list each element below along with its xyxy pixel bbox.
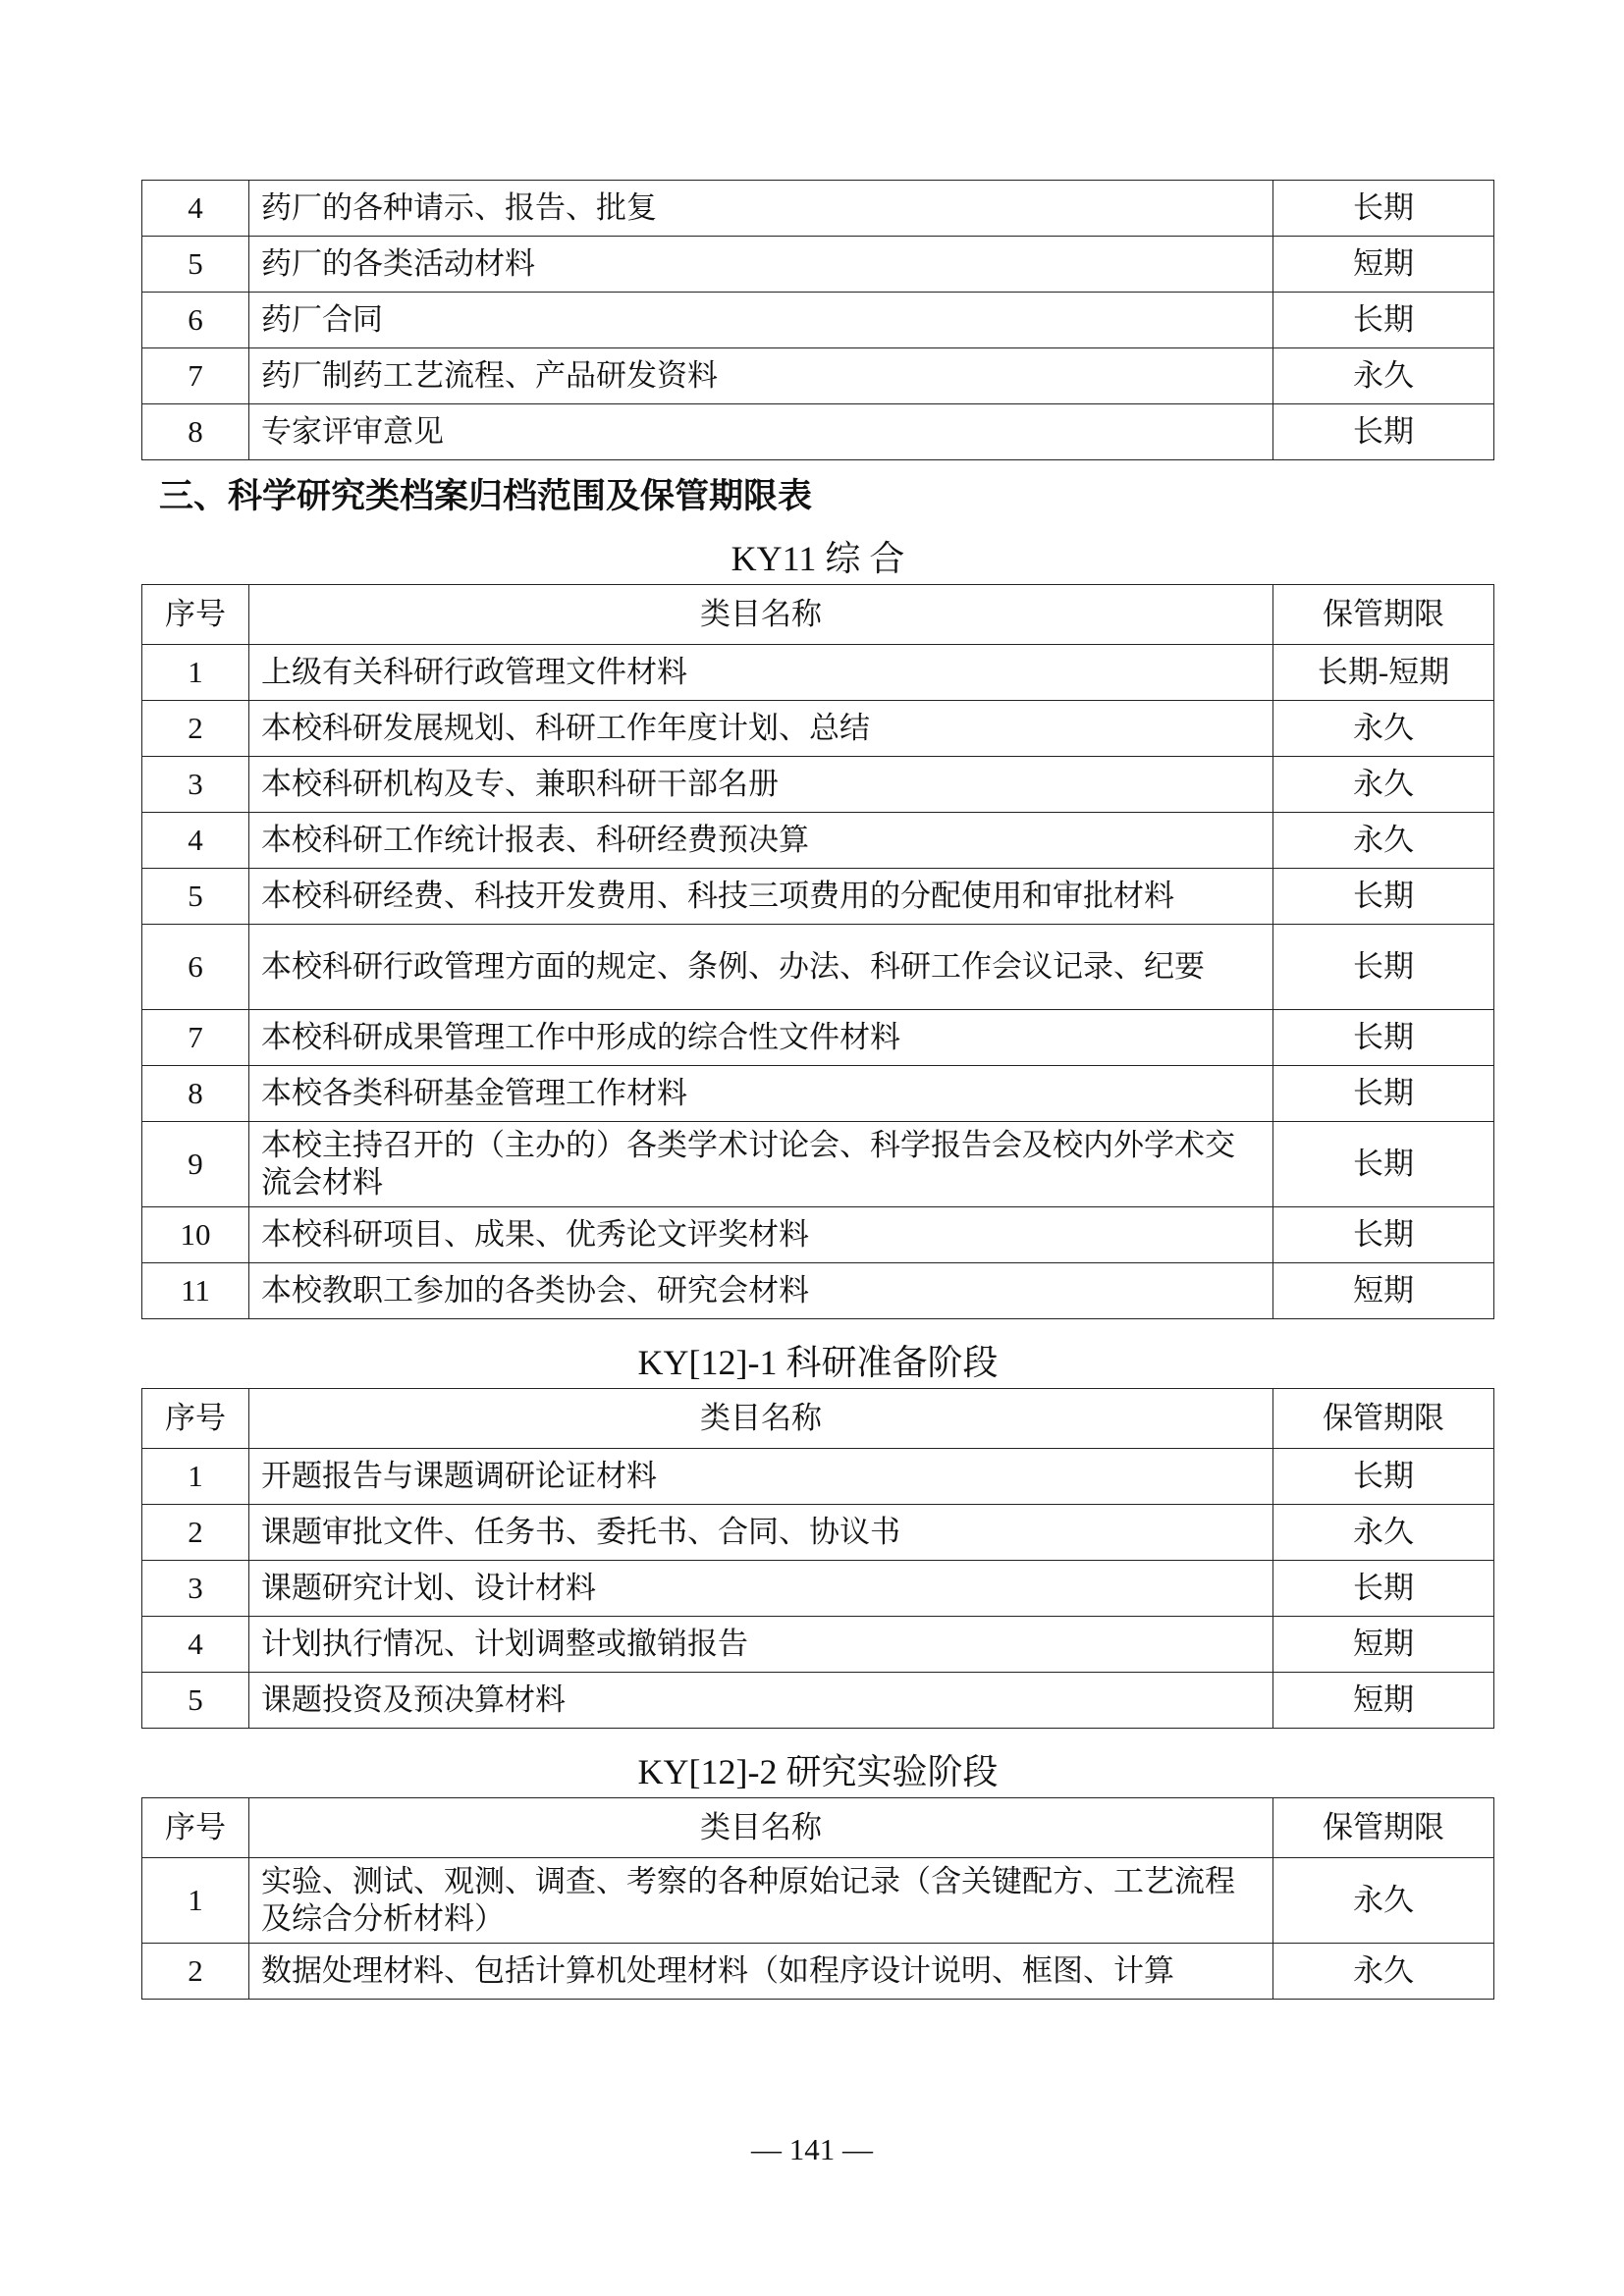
page-number: — 141 —: [751, 2132, 873, 2166]
table-row: [142, 645, 1494, 701]
row-number: 2: [142, 1505, 249, 1561]
table-row: [142, 1066, 1494, 1122]
table-row: [142, 348, 1494, 404]
retention-period: 短期: [1273, 1263, 1494, 1319]
table-header-row: [142, 1798, 1494, 1858]
category-name: 数据处理材料、包括计算机处理材料（如程序设计说明、框图、计算: [249, 1944, 1273, 2000]
category-name: 课题投资及预决算材料: [249, 1673, 1273, 1729]
category-name: 计划执行情况、计划调整或撤销报告: [249, 1617, 1273, 1673]
category-name: 课题审批文件、任务书、委托书、合同、协议书: [249, 1505, 1273, 1561]
retention-period: 长期: [1273, 181, 1494, 237]
retention-period: 长期: [1273, 925, 1494, 1010]
table-title: KY[12]-2 研究实验阶段: [637, 1752, 999, 1791]
retention-period: 长期: [1273, 1010, 1494, 1066]
header-number: 序号: [142, 1389, 249, 1449]
row-number: 5: [142, 869, 249, 925]
row-number: 4: [142, 1617, 249, 1673]
row-number: 1: [142, 1858, 249, 1944]
retention-table: [141, 1797, 1494, 2000]
table-row: [142, 813, 1494, 869]
retention-period: 长期: [1273, 293, 1494, 348]
category-name: 本校科研行政管理方面的规定、条例、办法、科研工作会议记录、纪要: [249, 925, 1273, 1010]
table-header-row: [142, 1389, 1494, 1449]
category-name: 药厂合同: [249, 293, 1273, 348]
category-name: 本校科研工作统计报表、科研经费预决算: [249, 813, 1273, 869]
table-row: [142, 1207, 1494, 1263]
row-number: 8: [142, 404, 249, 460]
table-row: [142, 869, 1494, 925]
document-page: [141, 0, 1494, 2000]
table-row: [142, 1617, 1494, 1673]
header-period: 保管期限: [1273, 1798, 1494, 1858]
table-title: KY11 综 合: [731, 539, 905, 578]
row-number: 9: [142, 1122, 249, 1207]
row-number: 7: [142, 1010, 249, 1066]
retention-period: 永久: [1273, 1505, 1494, 1561]
table-row: [142, 757, 1494, 813]
retention-table: [141, 1388, 1494, 1729]
continuation-table: [141, 180, 1494, 460]
retention-period: 短期: [1273, 1673, 1494, 1729]
header-period: 保管期限: [1273, 1389, 1494, 1449]
row-number: 11: [142, 1263, 249, 1319]
category-name: 开题报告与课题调研论证材料: [249, 1449, 1273, 1505]
retention-period: 短期: [1273, 1617, 1494, 1673]
row-number: 7: [142, 348, 249, 404]
row-number: 3: [142, 1561, 249, 1617]
category-name: 本校科研经费、科技开发费用、科技三项费用的分配使用和审批材料: [249, 869, 1273, 925]
row-number: 6: [142, 925, 249, 1010]
category-name: 药厂的各类活动材料: [249, 237, 1273, 293]
row-number: 8: [142, 1066, 249, 1122]
category-name: 本校科研成果管理工作中形成的综合性文件材料: [249, 1010, 1273, 1066]
row-number: 2: [142, 701, 249, 757]
table-row: [142, 1505, 1494, 1561]
header-period: 保管期限: [1273, 585, 1494, 645]
header-name: 类目名称: [249, 1389, 1273, 1449]
row-number: 3: [142, 757, 249, 813]
table-row: [142, 701, 1494, 757]
category-name: 本校教职工参加的各类协会、研究会材料: [249, 1263, 1273, 1319]
header-name: 类目名称: [249, 585, 1273, 645]
table-row: [142, 181, 1494, 237]
table-row: [142, 1449, 1494, 1505]
retention-period: 永久: [1273, 1944, 1494, 2000]
row-number: 5: [142, 1673, 249, 1729]
retention-period: 长期: [1273, 1066, 1494, 1122]
table-row: [142, 1122, 1494, 1207]
table-row: [142, 1673, 1494, 1729]
row-number: 5: [142, 237, 249, 293]
category-name: 药厂的各种请示、报告、批复: [249, 181, 1273, 237]
retention-period: 长期: [1273, 1122, 1494, 1207]
table-row: [142, 925, 1494, 1010]
table-row: [142, 293, 1494, 348]
category-name: 上级有关科研行政管理文件材料: [249, 645, 1273, 701]
table-row: [142, 1010, 1494, 1066]
category-name: 本校各类科研基金管理工作材料: [249, 1066, 1273, 1122]
category-name: 本校科研机构及专、兼职科研干部名册: [249, 757, 1273, 813]
retention-period: 短期: [1273, 237, 1494, 293]
retention-period: 长期: [1273, 404, 1494, 460]
category-name: 本校主持召开的（主办的）各类学术讨论会、科学报告会及校内外学术交流会材料: [249, 1122, 1273, 1207]
category-name: 本校科研项目、成果、优秀论文评奖材料: [249, 1207, 1273, 1263]
section-heading: 三、科学研究类档案归档范围及保管期限表: [159, 477, 813, 516]
table-title: KY[12]-1 科研准备阶段: [637, 1343, 999, 1382]
row-number: 4: [142, 813, 249, 869]
category-name: 专家评审意见: [249, 404, 1273, 460]
row-number: 1: [142, 1449, 249, 1505]
table-row: [142, 1561, 1494, 1617]
header-number: 序号: [142, 1798, 249, 1858]
row-number: 2: [142, 1944, 249, 2000]
category-name: 课题研究计划、设计材料: [249, 1561, 1273, 1617]
retention-period: 长期: [1273, 1207, 1494, 1263]
table-row: [142, 1944, 1494, 2000]
table-header-row: [142, 585, 1494, 645]
retention-period: 永久: [1273, 757, 1494, 813]
table-row: [142, 1263, 1494, 1319]
header-name: 类目名称: [249, 1798, 1273, 1858]
retention-period: 永久: [1273, 813, 1494, 869]
category-name: 药厂制药工艺流程、产品研发资料: [249, 348, 1273, 404]
retention-period: 长期: [1273, 869, 1494, 925]
category-name: 实验、测试、观测、调查、考察的各种原始记录（含关键配方、工艺流程及综合分析材料）: [249, 1858, 1273, 1944]
row-number: 6: [142, 293, 249, 348]
retention-period: 长期-短期: [1273, 645, 1494, 701]
row-number: 10: [142, 1207, 249, 1263]
row-number: 1: [142, 645, 249, 701]
retention-period: 长期: [1273, 1561, 1494, 1617]
retention-period: 永久: [1273, 701, 1494, 757]
retention-period: 永久: [1273, 1858, 1494, 1944]
header-number: 序号: [142, 585, 249, 645]
category-name: 本校科研发展规划、科研工作年度计划、总结: [249, 701, 1273, 757]
retention-period: 长期: [1273, 1449, 1494, 1505]
table-row: [142, 404, 1494, 460]
retention-table: [141, 584, 1494, 1319]
retention-period: 永久: [1273, 348, 1494, 404]
table-row: [142, 1858, 1494, 1944]
table-row: [142, 237, 1494, 293]
row-number: 4: [142, 181, 249, 237]
